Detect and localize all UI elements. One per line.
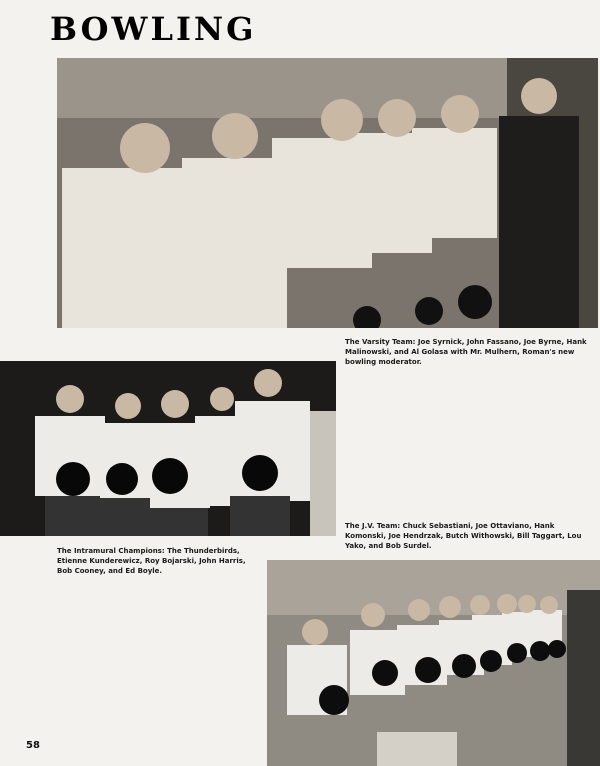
- varsity-team-photo: [57, 58, 598, 328]
- jv-caption: The J.V. Team: Chuck Sebastiani, Joe Ottaviano, Hank Komonski, Joe Hendrzak, Butch Withowski, Bill Taggart, Lou Yako, and Bob Surdel.: [345, 522, 582, 550]
- jv-team-photo: [267, 560, 600, 766]
- page-number: 58: [26, 740, 40, 751]
- varsity-caption: The Varsity Team: Joe Syrnick, John Fassano, Joe Byrne, Hank Malinowski, and Al Golasa with Mr. Mulhern, Roman's new bowling moderator.: [345, 338, 587, 366]
- intramural-champions-photo: [0, 361, 336, 536]
- intramural-caption: The Intramural Champions: The Thunderbirds, Etienne Kunderewicz, Roy Bojarski, John Harris, Bob Cooney, and Ed Boyle.: [57, 547, 246, 575]
- page-title: BOWLING: [50, 10, 257, 48]
